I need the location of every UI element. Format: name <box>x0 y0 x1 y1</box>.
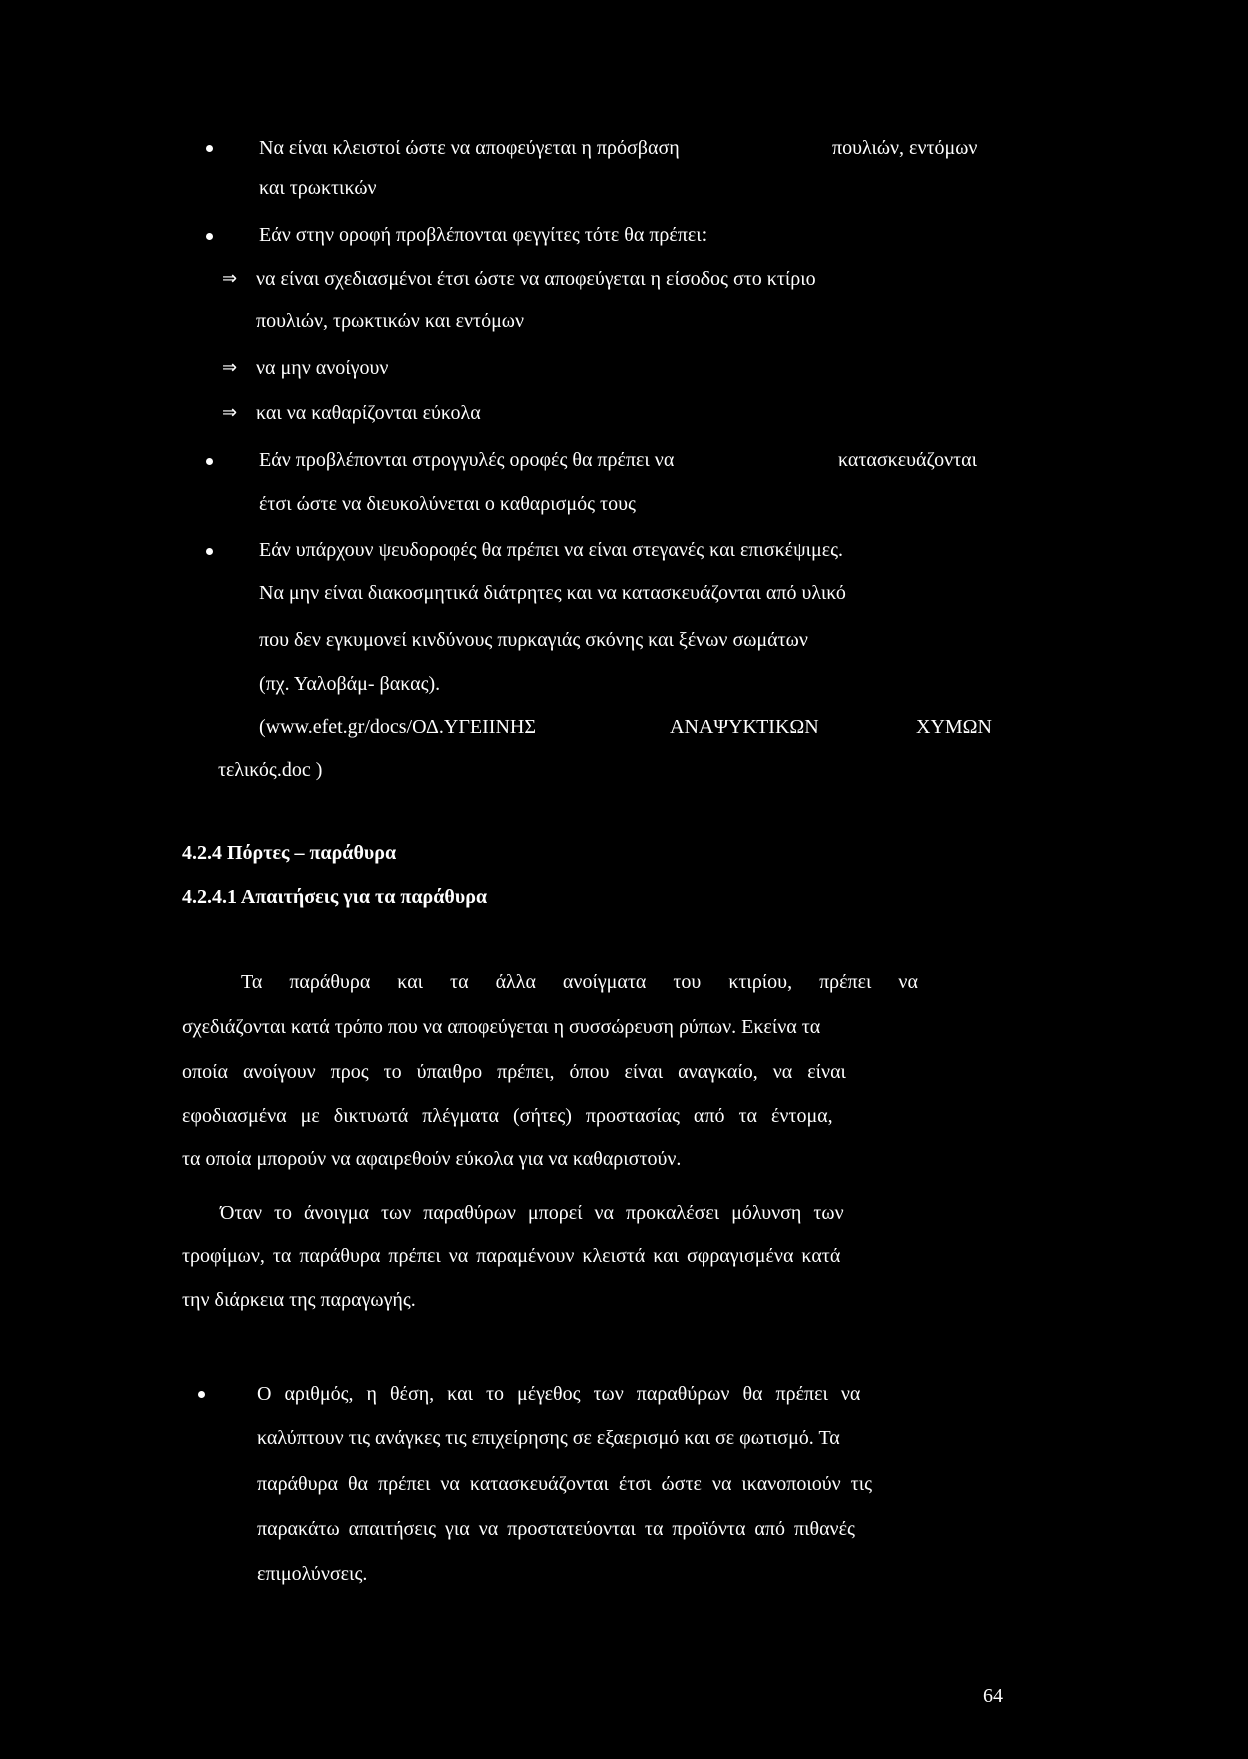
bottom-bullet-line-1: Ο αριθμός, η θέση, και το μέγεθος των παραθύρων θα πρέπει να <box>257 1383 861 1405</box>
bottom-bullet-line-4: παρακάτω απαιτήσεις για να προστατεύονται τα προϊόντα από πιθανές <box>257 1518 855 1540</box>
reference-line-2: τελικός.doc ) <box>218 759 323 781</box>
bullet-1-line-1a: Να είναι κλειστοί ώστε να αποφεύγεται η πρόσβαση <box>259 137 680 159</box>
bottom-bullet-line-3: παράθυρα θα πρέπει να κατασκευάζονται έτσι ώστε να ικανοποιούν τις <box>257 1473 872 1495</box>
section-heading: 4.2.4 Πόρτες – παράθυρα <box>182 842 397 864</box>
bullet-4-line-2: Να μην είναι διακοσμητικά διάτρητες και να κατασκευάζονται από υλικό <box>259 582 846 604</box>
arrow-item-2: να μην ανοίγουν <box>256 357 389 379</box>
bullet-icon <box>206 548 213 555</box>
paragraph-2-line-1: Όταν το άνοιγμα των παραθύρων μπορεί να προκαλέσει μόλυνση των <box>220 1202 844 1224</box>
reference-line-1a: (www.efet.gr/docs/ΟΔ.ΥΓΕΙΙΝΗΣ <box>259 716 536 738</box>
arrow-item-1-line-2: πουλιών, τρωκτικών και εντόμων <box>256 310 524 332</box>
bullet-2-line-1: Εάν στην οροφή προβλέπονται φεγγίτες τότε θα πρέπει: <box>259 224 708 246</box>
paragraph-1-line-4: εφοδιασμένα με δικτυωτά πλέγματα (σήτες) προστασίας από τα έντομα, <box>182 1105 833 1127</box>
subsection-heading: 4.2.4.1 Απαιτήσεις για τα παράθυρα <box>182 886 488 908</box>
bullet-icon <box>206 145 213 152</box>
arrow-item-1-line-1: να είναι σχεδιασμένοι έτσι ώστε να αποφεύγεται η είσοδος στο κτίριο <box>256 268 816 290</box>
page-number: 64 <box>983 1685 1003 1707</box>
bullet-4-line-3: που δεν εγκυμονεί κινδύνους πυρκαγιάς σκόνης και ξένων σωμάτων <box>259 629 808 651</box>
arrow-right-icon: ⇒ <box>222 402 238 423</box>
reference-line-1b: ΑΝΑΨΥΚΤΙΚΩΝ <box>670 716 819 738</box>
paragraph-1-line-2: σχεδιάζονται κατά τρόπο που να αποφεύγεται η συσσώρευση ρύπων. Εκείνα τα <box>182 1016 821 1038</box>
bullet-3-line-1b: κατασκευάζονται <box>838 449 978 471</box>
bullet-icon <box>198 1391 205 1398</box>
bullet-icon <box>206 233 213 240</box>
reference-line-1c: ΧΥΜΩΝ <box>916 716 992 738</box>
bullet-4-line-4: (πχ. Υαλοβάμ- βακας). <box>259 673 441 695</box>
bottom-bullet-line-2: καλύπτουν τις ανάγκες τις επιχείρησης σε εξαερισμό και σε φωτισμό. Τα <box>257 1427 840 1449</box>
bullet-icon <box>206 458 213 465</box>
bottom-bullet-line-5: επιμολύνσεις. <box>257 1563 368 1585</box>
arrow-right-icon: ⇒ <box>222 268 238 289</box>
paragraph-1-line-5: τα οποία μπορούν να αφαιρεθούν εύκολα για να καθαριστούν. <box>182 1148 682 1170</box>
bullet-1-line-2: και τρωκτικών <box>259 177 377 199</box>
bullet-3-line-1a: Εάν προβλέπονται στρογγυλές οροφές θα πρέπει να <box>259 449 675 471</box>
arrow-item-3: και να καθαρίζονται εύκολα <box>256 402 481 424</box>
paragraph-1-line-1: Τα παράθυρα και τα άλλα ανοίγματα του κτιρίου, πρέπει να <box>241 971 918 993</box>
arrow-right-icon: ⇒ <box>222 357 238 378</box>
bullet-3-line-2: έτσι ώστε να διευκολύνεται ο καθαρισμός τους <box>259 493 636 515</box>
paragraph-2-line-2: τροφίμων, τα παράθυρα πρέπει να παραμένουν κλειστά και σφραγισμένα κατά <box>182 1245 841 1267</box>
bullet-4-line-1: Εάν υπάρχουν ψευδοροφές θα πρέπει να είναι στεγανές και επισκέψιμες. <box>259 539 844 561</box>
paragraph-1-line-3: οποία ανοίγουν προς το ύπαιθρο πρέπει, όπου είναι αναγκαίο, να είναι <box>182 1061 846 1083</box>
bullet-1-line-1b: πουλιών, εντόμων <box>832 137 978 159</box>
paragraph-2-line-3: την διάρκεια της παραγωγής. <box>182 1289 416 1311</box>
